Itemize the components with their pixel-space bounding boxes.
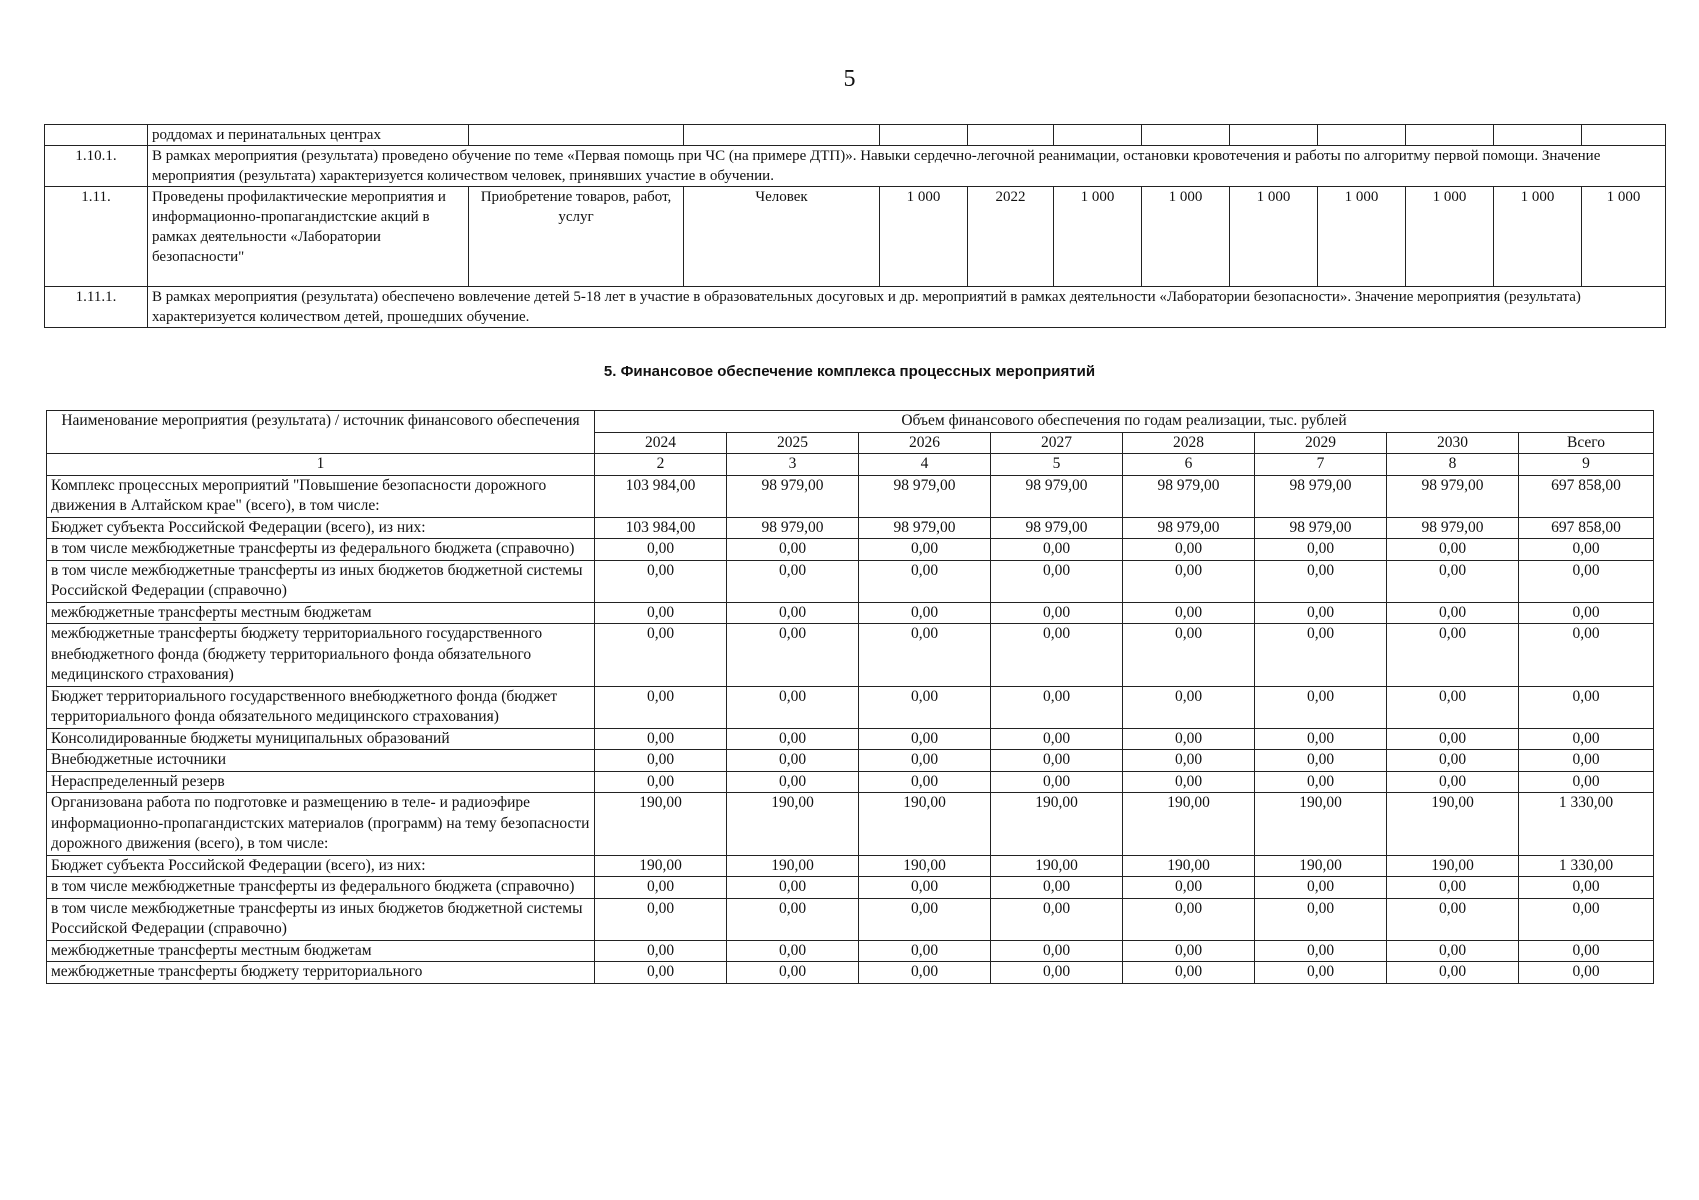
year-header: 2027 xyxy=(991,432,1123,454)
row-number: 1.11.1. xyxy=(45,287,148,328)
table-row xyxy=(47,940,1654,962)
year-value: 190,00 xyxy=(1123,855,1255,877)
finance-table xyxy=(46,410,1654,984)
year-value: 0,00 xyxy=(991,750,1123,772)
measure-unit: Человек xyxy=(684,187,880,287)
source-label: в том числе межбюджетные трансферты из федерального бюджета (справочно) xyxy=(47,539,595,561)
source-label: межбюджетные трансферты бюджету территориального государственного внебюджетного фонда (бюджету территориального фонда обязательного медицинского страхования) xyxy=(47,624,595,687)
year-value: 0,00 xyxy=(727,728,859,750)
source-label: Нераспределенный резерв xyxy=(47,771,595,793)
year-value: 0,00 xyxy=(1387,560,1519,602)
column-number: 1 xyxy=(47,454,595,476)
table-row xyxy=(45,125,1666,146)
table-row xyxy=(47,877,1654,899)
year-value: 0,00 xyxy=(1255,539,1387,561)
year-value: 98 979,00 xyxy=(991,475,1123,517)
year-value: 0,00 xyxy=(859,539,991,561)
year-value: 0,00 xyxy=(1387,539,1519,561)
year-value: 0,00 xyxy=(859,750,991,772)
table-row xyxy=(47,898,1654,940)
row-description: В рамках мероприятия (результата) обеспечено вовлечение детей 5-18 лет в участие в образовательных досуговых и др. мероприятий в рамках деятельности «Лаборатории безопасности». Значение мероприятия (результата) характеризуется количеством детей, прошедших обучение. xyxy=(148,287,1666,328)
year-value: 0,00 xyxy=(1255,602,1387,624)
year-header: 2026 xyxy=(859,432,991,454)
year-value: 0,00 xyxy=(727,750,859,772)
total-value: 0,00 xyxy=(1519,877,1654,899)
year-value: 103 984,00 xyxy=(595,475,727,517)
source-label: Бюджет субъекта Российской Федерации (всего), из них: xyxy=(47,517,595,539)
year-header: 2030 xyxy=(1387,432,1519,454)
year-value: 0,00 xyxy=(991,686,1123,728)
table-row xyxy=(47,962,1654,984)
year-value: 0,00 xyxy=(991,898,1123,940)
year-value: 0,00 xyxy=(1387,898,1519,940)
year-value: 0,00 xyxy=(859,602,991,624)
header-name: Наименование мероприятия (результата) / источник финансового обеспечения xyxy=(47,411,595,454)
source-label: в том числе межбюджетные трансферты из иных бюджетов бюджетной системы Российской Федерации (справочно) xyxy=(47,898,595,940)
year-value: 0,00 xyxy=(595,940,727,962)
year-value: 0,00 xyxy=(595,771,727,793)
year-value: 0,00 xyxy=(727,624,859,687)
year-value: 0,00 xyxy=(1255,898,1387,940)
year-value: 190,00 xyxy=(1123,793,1255,856)
year-value: 0,00 xyxy=(1387,624,1519,687)
total-value: 0,00 xyxy=(1519,750,1654,772)
row-number: 1.10.1. xyxy=(45,146,148,187)
year-value: 0,00 xyxy=(1387,962,1519,984)
table-row xyxy=(47,750,1654,772)
year-value: 0,00 xyxy=(1123,771,1255,793)
year-value: 0,00 xyxy=(859,962,991,984)
year-value: 190,00 xyxy=(1255,793,1387,856)
year-value: 0,00 xyxy=(1123,877,1255,899)
source-label: межбюджетные трансферты местным бюджетам xyxy=(47,940,595,962)
page-number: 5 xyxy=(843,66,856,92)
year-value: 0,00 xyxy=(1387,728,1519,750)
header-volume: Объем финансового обеспечения по годам реализации, тыс. рублей xyxy=(595,411,1654,433)
year-header: 2029 xyxy=(1255,432,1387,454)
year-value: 0,00 xyxy=(991,560,1123,602)
year-value: 0,00 xyxy=(595,624,727,687)
column-number: 9 xyxy=(1519,454,1654,476)
year-value: 0,00 xyxy=(595,962,727,984)
section-title: 5. Финансовое обеспечение комплекса процессных мероприятий xyxy=(603,363,1096,380)
year-value: 0,00 xyxy=(991,602,1123,624)
source-label: в том числе межбюджетные трансферты из федерального бюджета (справочно) xyxy=(47,877,595,899)
year-value: 0,00 xyxy=(1387,750,1519,772)
year-value: 0,00 xyxy=(859,686,991,728)
table-row xyxy=(45,187,1666,287)
year-header: 2024 xyxy=(595,432,727,454)
total-value: 0,00 xyxy=(1519,602,1654,624)
year-value: 0,00 xyxy=(727,898,859,940)
year-value: 0,00 xyxy=(1255,877,1387,899)
year-value: 0,00 xyxy=(991,728,1123,750)
year-value: 0,00 xyxy=(595,728,727,750)
source-label: Бюджет субъекта Российской Федерации (всего), из них: xyxy=(47,855,595,877)
year-value: 0,00 xyxy=(595,750,727,772)
row-number: 1.11. xyxy=(45,187,148,287)
year-value: 0,00 xyxy=(1123,898,1255,940)
year-value: 0,00 xyxy=(859,898,991,940)
year-value: 190,00 xyxy=(1255,855,1387,877)
table-row xyxy=(47,624,1654,687)
column-number: 7 xyxy=(1255,454,1387,476)
year-value: 0,00 xyxy=(1255,624,1387,687)
table-row xyxy=(47,771,1654,793)
year-value: 1 000 xyxy=(1054,187,1142,287)
total-value: 0,00 xyxy=(1519,728,1654,750)
year-value: 0,00 xyxy=(595,560,727,602)
year-value: 98 979,00 xyxy=(1123,475,1255,517)
measure-name-continuation: роддомах и перинатальных центрах xyxy=(148,125,469,146)
source-label: Организована работа по подготовке и размещению в теле- и радиоэфире информационно-пропагандистских материалов (программ) на тему безопасности дорожного движения (всего), в том числе: xyxy=(47,793,595,856)
column-number: 5 xyxy=(991,454,1123,476)
source-label: межбюджетные трансферты местным бюджетам xyxy=(47,602,595,624)
source-label: межбюджетные трансферты бюджету территориального xyxy=(47,962,595,984)
source-label: в том числе межбюджетные трансферты из иных бюджетов бюджетной системы Российской Федерации (справочно) xyxy=(47,560,595,602)
year-value: 98 979,00 xyxy=(1123,517,1255,539)
year-value: 0,00 xyxy=(1255,728,1387,750)
year-value: 0,00 xyxy=(1255,962,1387,984)
total-value: 0,00 xyxy=(1519,771,1654,793)
year-value: 0,00 xyxy=(595,602,727,624)
year-value: 0,00 xyxy=(859,877,991,899)
year-header: 2028 xyxy=(1123,432,1255,454)
year-value: 190,00 xyxy=(991,855,1123,877)
base-value: 1 000 xyxy=(880,187,968,287)
row-description: В рамках мероприятия (результата) проведено обучение по теме «Первая помощь при ЧС (на примере ДТП)». Навыки сердечно-легочной реанимации, остановки кровотечения и работы по алгоритму первой помощи. Значение мероприятия (результата) характеризуется количеством человек, принявших участие в обучении. xyxy=(148,146,1666,187)
year-value: 0,00 xyxy=(1387,940,1519,962)
year-value: 98 979,00 xyxy=(1255,475,1387,517)
year-value: 0,00 xyxy=(1387,686,1519,728)
column-number: 6 xyxy=(1123,454,1255,476)
table-row xyxy=(47,686,1654,728)
year-value: 190,00 xyxy=(859,793,991,856)
year-value: 0,00 xyxy=(1255,771,1387,793)
year-value: 0,00 xyxy=(1123,750,1255,772)
column-numbers-row xyxy=(47,454,1654,476)
year-value: 0,00 xyxy=(727,560,859,602)
year-value: 0,00 xyxy=(1387,771,1519,793)
year-value: 0,00 xyxy=(727,771,859,793)
year-value: 0,00 xyxy=(595,686,727,728)
year-value: 0,00 xyxy=(727,940,859,962)
total-value: 0,00 xyxy=(1519,560,1654,602)
measure-type: Приобретение товаров, работ, услуг xyxy=(469,187,684,287)
table-row xyxy=(47,602,1654,624)
year-value: 98 979,00 xyxy=(859,475,991,517)
year-value: 0,00 xyxy=(1255,560,1387,602)
source-label: Консолидированные бюджеты муниципальных образований xyxy=(47,728,595,750)
measure-name: Проведены профилактические мероприятия и информационно-пропагандистские акций в рамках деятельности «Лаборатории безопасности" xyxy=(148,187,469,287)
table-row xyxy=(47,517,1654,539)
year-value: 0,00 xyxy=(859,560,991,602)
year-value: 1 000 xyxy=(1230,187,1318,287)
source-label: Внебюджетные источники xyxy=(47,750,595,772)
measures-table xyxy=(44,124,1666,328)
year-value: 0,00 xyxy=(595,539,727,561)
column-number: 4 xyxy=(859,454,991,476)
year-value: 0,00 xyxy=(1255,750,1387,772)
year-value: 98 979,00 xyxy=(991,517,1123,539)
base-year: 2022 xyxy=(968,187,1054,287)
total-value: 0,00 xyxy=(1519,940,1654,962)
total-value: 1 330,00 xyxy=(1519,793,1654,856)
header-row xyxy=(47,411,1654,433)
year-value: 0,00 xyxy=(727,877,859,899)
finance-table-body xyxy=(47,475,1654,983)
year-value: 103 984,00 xyxy=(595,517,727,539)
year-value: 0,00 xyxy=(1123,940,1255,962)
total-value: 0,00 xyxy=(1519,624,1654,687)
year-value: 0,00 xyxy=(727,539,859,561)
total-value: 0,00 xyxy=(1519,539,1654,561)
year-value: 0,00 xyxy=(727,686,859,728)
year-value: 98 979,00 xyxy=(1255,517,1387,539)
year-value: 0,00 xyxy=(595,898,727,940)
year-value: 0,00 xyxy=(859,624,991,687)
year-value: 1 000 xyxy=(1406,187,1494,287)
source-label: Бюджет территориального государственного внебюджетного фонда (бюджет территориального фонда обязательного медицинского страхования) xyxy=(47,686,595,728)
year-value: 0,00 xyxy=(1123,962,1255,984)
table-row xyxy=(45,146,1666,187)
year-value: 0,00 xyxy=(595,877,727,899)
total-value: 0,00 xyxy=(1519,686,1654,728)
year-value: 0,00 xyxy=(1255,686,1387,728)
year-value: 190,00 xyxy=(1387,855,1519,877)
year-value: 0,00 xyxy=(991,539,1123,561)
year-value: 0,00 xyxy=(1123,539,1255,561)
column-number: 3 xyxy=(727,454,859,476)
source-label: Комплекс процессных мероприятий "Повышение безопасности дорожного движения в Алтайском крае" (всего), в том числе: xyxy=(47,475,595,517)
table-row xyxy=(47,539,1654,561)
year-value: 0,00 xyxy=(991,877,1123,899)
year-value: 98 979,00 xyxy=(1387,517,1519,539)
column-number: 8 xyxy=(1387,454,1519,476)
year-value: 190,00 xyxy=(991,793,1123,856)
year-value: 0,00 xyxy=(727,962,859,984)
year-header: 2025 xyxy=(727,432,859,454)
table-row xyxy=(47,855,1654,877)
table-row xyxy=(45,287,1666,328)
year-value: 190,00 xyxy=(595,855,727,877)
year-value: 1 000 xyxy=(1494,187,1582,287)
year-value: 0,00 xyxy=(727,602,859,624)
total-value: 1 330,00 xyxy=(1519,855,1654,877)
table-row xyxy=(47,793,1654,856)
year-value: 0,00 xyxy=(859,728,991,750)
total-value: 0,00 xyxy=(1519,898,1654,940)
year-value: 1 000 xyxy=(1142,187,1230,287)
year-value: 0,00 xyxy=(859,940,991,962)
year-value: 0,00 xyxy=(1387,602,1519,624)
year-value: 98 979,00 xyxy=(859,517,991,539)
year-value: 190,00 xyxy=(727,793,859,856)
year-value: 190,00 xyxy=(595,793,727,856)
column-number: 2 xyxy=(595,454,727,476)
year-value: 0,00 xyxy=(1123,686,1255,728)
year-value: 0,00 xyxy=(1123,560,1255,602)
total-value: 697 858,00 xyxy=(1519,475,1654,517)
year-value: 190,00 xyxy=(859,855,991,877)
year-value: 0,00 xyxy=(1123,624,1255,687)
table-row xyxy=(47,560,1654,602)
year-value: 98 979,00 xyxy=(727,475,859,517)
year-value: 0,00 xyxy=(991,962,1123,984)
year-value: 98 979,00 xyxy=(1387,475,1519,517)
total-value: 0,00 xyxy=(1519,962,1654,984)
year-value: 0,00 xyxy=(1123,728,1255,750)
year-value: 1 000 xyxy=(1318,187,1406,287)
year-value: 0,00 xyxy=(991,624,1123,687)
total-header: Всего xyxy=(1519,432,1654,454)
year-value: 0,00 xyxy=(1123,602,1255,624)
year-value: 0,00 xyxy=(859,771,991,793)
total-value: 697 858,00 xyxy=(1519,517,1654,539)
year-value: 1 000 xyxy=(1582,187,1666,287)
year-value: 190,00 xyxy=(727,855,859,877)
year-value: 98 979,00 xyxy=(727,517,859,539)
year-value: 0,00 xyxy=(1255,940,1387,962)
table-row xyxy=(47,475,1654,517)
table-row xyxy=(47,728,1654,750)
year-value: 0,00 xyxy=(991,771,1123,793)
year-value: 190,00 xyxy=(1387,793,1519,856)
year-value: 0,00 xyxy=(1387,877,1519,899)
year-value: 0,00 xyxy=(991,940,1123,962)
